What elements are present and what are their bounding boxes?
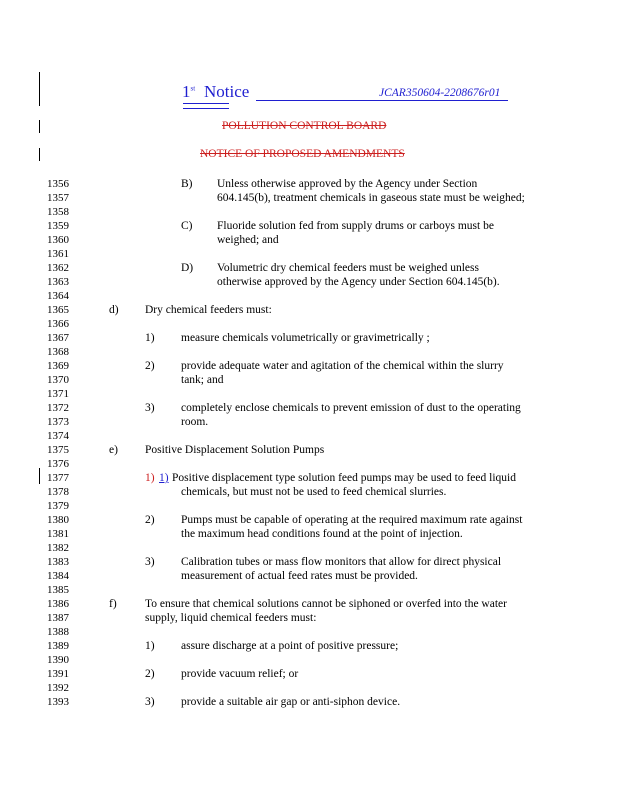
line-number: 1379 <box>47 500 69 512</box>
item-text: 604.145(b), treatment chemicals in gaseous state must be weighed; <box>217 192 525 204</box>
header-board: POLLUTION CONTROL BOARD <box>222 120 387 132</box>
line-number: 1362 <box>47 262 69 274</box>
item-text: the maximum head conditions found at the point of injection. <box>181 528 463 540</box>
item-label: 3) <box>145 402 155 414</box>
item-label: 2) <box>145 360 155 372</box>
item-label: D) <box>181 262 194 274</box>
section-label: e) <box>109 444 118 456</box>
item-text: room. <box>181 416 209 428</box>
line-number: 1370 <box>47 374 69 386</box>
line-number: 1366 <box>47 318 69 330</box>
line-number: 1380 <box>47 514 69 526</box>
line-number: 1363 <box>47 276 69 288</box>
line-number: 1373 <box>47 416 69 428</box>
change-bar <box>39 72 40 106</box>
item-label: 3) <box>145 556 155 568</box>
section-text: supply, liquid chemical feeders must: <box>145 612 317 624</box>
item-text: measurement of actual feed rates must be provided. <box>181 570 418 582</box>
section-label: f) <box>109 598 117 610</box>
line-number: 1384 <box>47 570 69 582</box>
line-number: 1383 <box>47 556 69 568</box>
item-label: B) <box>181 178 193 190</box>
section-label: d) <box>109 304 119 316</box>
item-label: 2) <box>145 514 155 526</box>
item-text: weighed; and <box>217 234 279 246</box>
item-text: otherwise approved by the Agency under Section 604.145(b). <box>217 276 500 288</box>
item-text: Volumetric dry chemical feeders must be weighed unless <box>217 262 479 274</box>
change-bar <box>39 148 40 161</box>
line-number: 1386 <box>47 598 69 610</box>
line-number: 1367 <box>47 332 69 344</box>
section-text: Positive Displacement Solution Pumps <box>145 444 325 456</box>
line-number: 1356 <box>47 178 69 190</box>
item-text: Pumps must be capable of operating at the required maximum rate against <box>181 514 523 526</box>
line-number: 1364 <box>47 290 69 302</box>
line-number: 1358 <box>47 206 69 218</box>
header-number-digit: 1 <box>182 82 191 101</box>
item-text: Positive displacement type solution feed pumps may be used to feed liquid <box>172 472 516 484</box>
item-label: C) <box>181 220 193 232</box>
line-number: 1391 <box>47 668 69 680</box>
change-bar <box>39 468 40 484</box>
item-text: Unless otherwise approved by the Agency under Section <box>217 178 478 190</box>
item-text: provide a suitable air gap or anti-siphon device. <box>181 696 401 708</box>
item-label-inserted: 1) <box>159 472 169 484</box>
item-text: Fluoride solution fed from supply drums or carboys must be <box>217 220 494 232</box>
item-text: chemicals, but must not be used to feed chemical slurries. <box>181 486 447 498</box>
line-number: 1389 <box>47 640 69 652</box>
line-number: 1372 <box>47 402 69 414</box>
line-number: 1381 <box>47 528 69 540</box>
line-number: 1369 <box>47 360 69 372</box>
item-label-deleted: 1) <box>145 472 155 484</box>
line-number: 1382 <box>47 542 69 554</box>
line-number: 1361 <box>47 248 69 260</box>
item-label: 1) <box>145 640 155 652</box>
item-text: assure discharge at a point of positive pressure; <box>181 640 399 652</box>
header-underline <box>256 100 508 101</box>
line-number: 1378 <box>47 486 69 498</box>
item-text: tank; and <box>181 374 224 386</box>
line-number: 1387 <box>47 612 69 624</box>
item-label: 3) <box>145 696 155 708</box>
item-text: provide adequate water and agitation of the chemical within the slurry <box>181 360 504 372</box>
item-label: 1) <box>145 332 155 344</box>
line-number: 1374 <box>47 430 69 442</box>
line-number: 1360 <box>47 234 69 246</box>
item-label: 2) <box>145 668 155 680</box>
line-number: 1388 <box>47 626 69 638</box>
line-number: 1377 <box>47 472 69 484</box>
header-code: JCAR350604-2208676r01 <box>379 87 501 99</box>
line-number: 1375 <box>47 444 69 456</box>
line-number: 1376 <box>47 458 69 470</box>
line-number: 1357 <box>47 192 69 204</box>
section-text: Dry chemical feeders must: <box>145 304 272 316</box>
change-bar <box>39 120 40 133</box>
header-notice: Notice <box>204 82 250 101</box>
item-text: completely enclose chemicals to prevent emission of dust to the operating <box>181 402 521 414</box>
line-number: 1368 <box>47 346 69 358</box>
item-text: Calibration tubes or mass flow monitors that allow for direct physical <box>181 556 502 568</box>
header-superscript: st <box>190 84 196 93</box>
item-text: measure chemicals volumetrically or gravimetrically ; <box>181 332 430 344</box>
line-number: 1393 <box>47 696 69 708</box>
item-text: provide vacuum relief; or <box>181 668 299 680</box>
header-subtitle: NOTICE OF PROPOSED AMENDMENTS <box>200 148 405 160</box>
line-number: 1359 <box>47 220 69 232</box>
line-number: 1392 <box>47 682 69 694</box>
section-text: To ensure that chemical solutions cannot be siphoned or overfed into the water <box>145 598 507 610</box>
line-number: 1371 <box>47 388 69 400</box>
line-number: 1390 <box>47 654 69 666</box>
line-number: 1385 <box>47 584 69 596</box>
header-double-underline <box>183 103 229 109</box>
header-number <box>182 82 195 102</box>
line-number: 1365 <box>47 304 69 316</box>
